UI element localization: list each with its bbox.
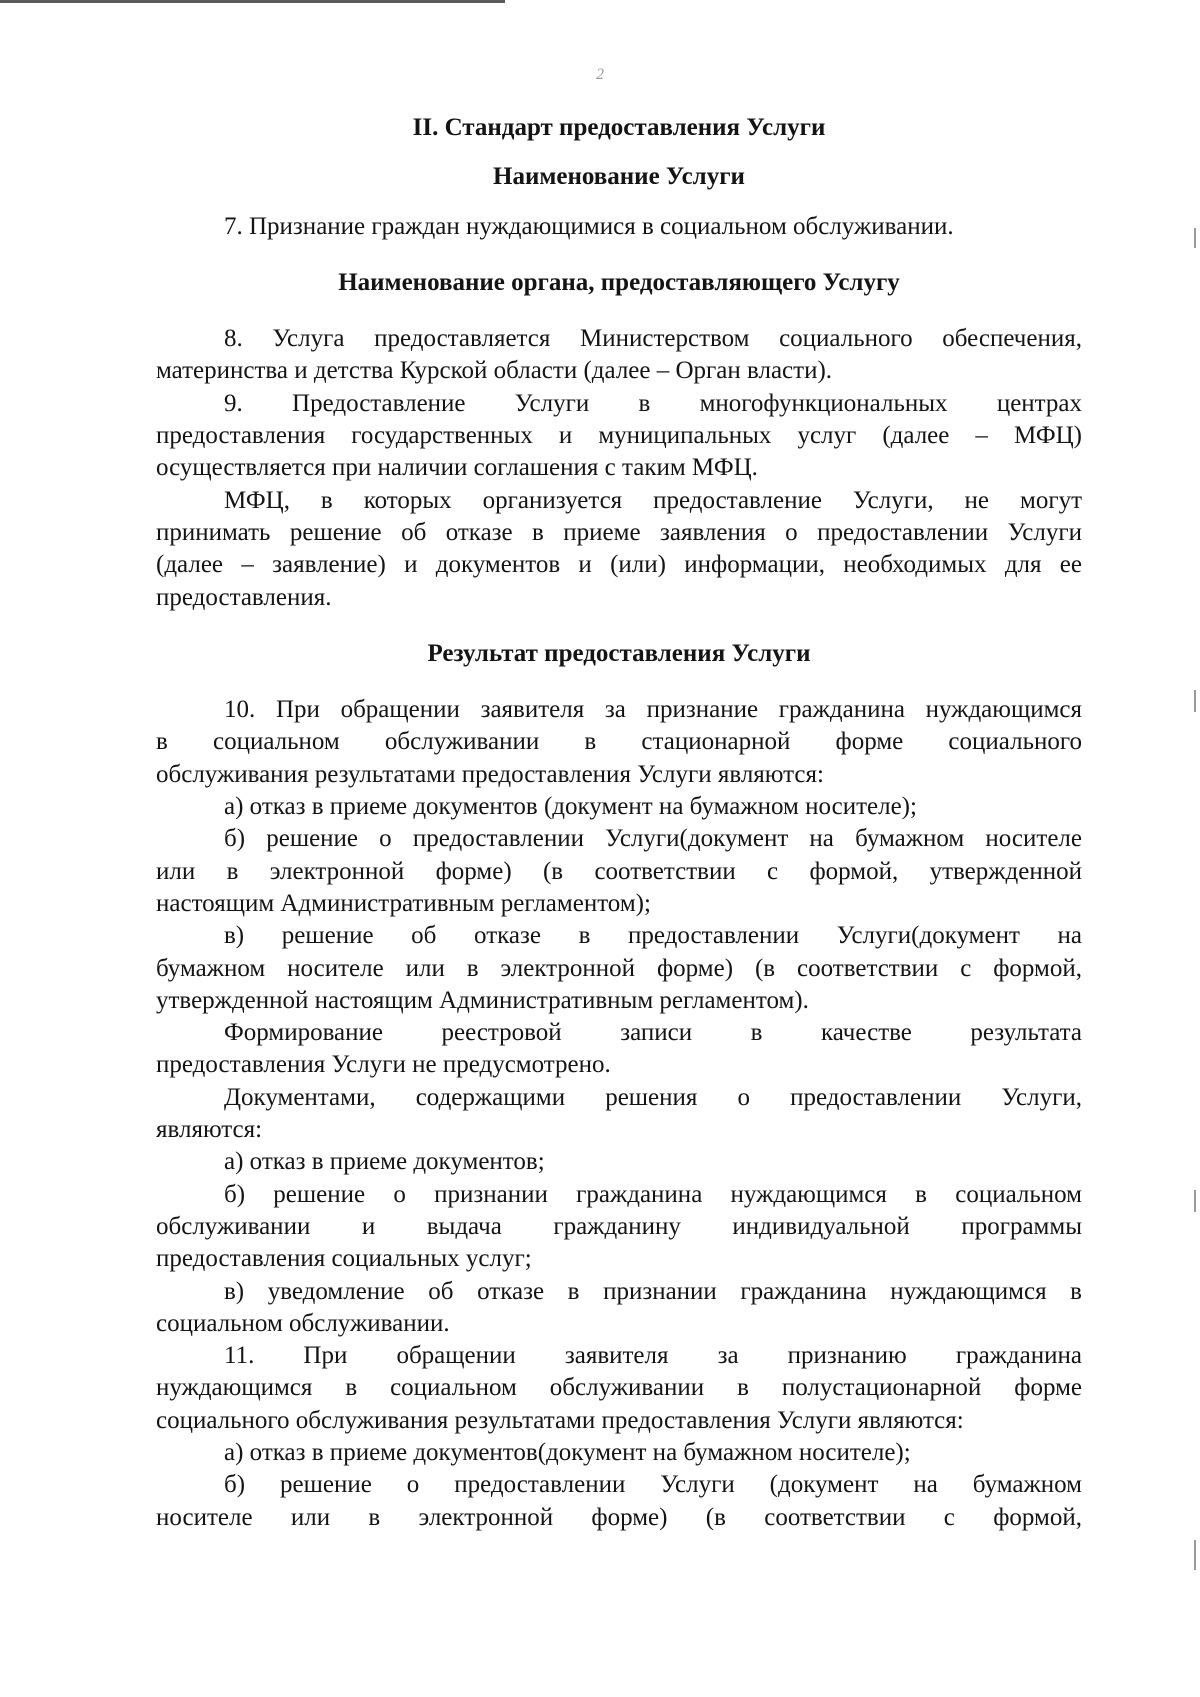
paragraph-line: Формирование реестровой записи в качестве результата [224, 1019, 1082, 1047]
paragraph-line: 11. При обращении заявителя за признанию гражданина [224, 1342, 1082, 1370]
paragraph-line: 7. Признание граждан нуждающимися в социальном обслуживании. [224, 212, 954, 240]
paragraph-line: 10. При обращении заявителя за признание гражданина нуждающимся [224, 696, 1082, 724]
paragraph-line: а) отказ в приеме документов(документ на бумажном носителе); [224, 1438, 911, 1466]
paragraph-line: предоставления социальных услуг; [156, 1245, 532, 1273]
paragraph-line: а) отказ в приеме документов (документ на бумажном носителе); [224, 793, 917, 821]
paragraph-line: социального обслуживания результатами предоставления Услуги являются: [156, 1406, 964, 1434]
heading-result: Результат предоставления Услуги [427, 639, 811, 667]
paragraph-line: материнства и детства Курской области (далее – Орган власти). [156, 357, 833, 385]
paragraph-line: в) уведомление об отказе в признании гражданина нуждающимся в [224, 1277, 1082, 1305]
paragraph-line: б) решение о предоставлении Услуги(документ на бумажном носителе [224, 825, 1082, 853]
page-number: 2 [596, 66, 604, 83]
paragraph-line: являются: [156, 1116, 263, 1144]
paragraph-line: 9. Предоставление Услуги в многофункциональных центрах [224, 389, 1082, 417]
paragraph-line: нуждающимся в социальном обслуживании в полустационарной форме [156, 1374, 1082, 1402]
paragraph-line: настоящим Административным регламентом); [156, 889, 651, 917]
scan-edge-mark [1194, 228, 1196, 248]
scan-edge-mark [1194, 1540, 1196, 1570]
paragraph-line: 8. Услуга предоставляется Министерством социального обеспечения, [224, 325, 1082, 353]
paragraph-line: (далее – заявление) и документов и (или) информации, необходимых для ее [156, 551, 1082, 579]
scan-top-rule [0, 0, 505, 3]
section-title: II. Стандарт предоставления Услуги [412, 114, 826, 141]
heading-authority: Наименование органа, предоставляющего Услугу [338, 268, 900, 296]
paragraph-line: бумажном носителе или в электронной форме) (в соответствии с формой, [156, 954, 1082, 982]
paragraph-line: предоставления Услуги не предусмотрено. [156, 1051, 611, 1079]
paragraph-line: осуществляется при наличии соглашения с таким МФЦ. [156, 454, 758, 482]
paragraph-line: обслуживании и выдача гражданину индивидуальной программы [156, 1212, 1082, 1240]
paragraph-line: а) отказ в приеме документов; [224, 1148, 545, 1176]
document-body [156, 112, 1082, 1534]
paragraph-line: социальном обслуживании. [156, 1309, 450, 1337]
paragraph-line: предоставления государственных и муниципальных услуг (далее – МФЦ) [156, 422, 1082, 450]
paragraph-line: или в электронной форме) (в соответствии с формой, утвержденной [156, 857, 1082, 885]
paragraph-line: Документами, содержащими решения о предоставлении Услуги, [224, 1083, 1082, 1111]
scan-edge-mark [1194, 1190, 1196, 1212]
paragraph-line: б) решение о признании гражданина нуждающимся в социальном [224, 1180, 1082, 1208]
scan-edge-mark [1194, 690, 1196, 712]
paragraph-line: в) решение об отказе в предоставлении Услуги(документ на [224, 922, 1082, 950]
paragraph-line: в социальном обслуживании в стационарной форме социального [156, 728, 1082, 756]
paragraph-line: принимать решение об отказе в приеме заявления о предоставлении Услуги [156, 518, 1082, 546]
paragraph-line: МФЦ, в которых организуется предоставление Услуги, не могут [224, 486, 1082, 514]
paragraph-line: предоставления. [156, 583, 332, 611]
paragraph-line: утвержденной настоящим Административным регламентом). [156, 986, 809, 1014]
paragraph-line: обслуживания результатами предоставления Услуги являются: [156, 760, 824, 788]
heading-service-name: Наименование Услуги [493, 163, 745, 191]
paragraph-line: носителе или в электронной форме) (в соответствии с формой, [156, 1503, 1082, 1531]
paragraph-line: б) решение о предоставлении Услуги (документ на бумажном [224, 1471, 1082, 1499]
